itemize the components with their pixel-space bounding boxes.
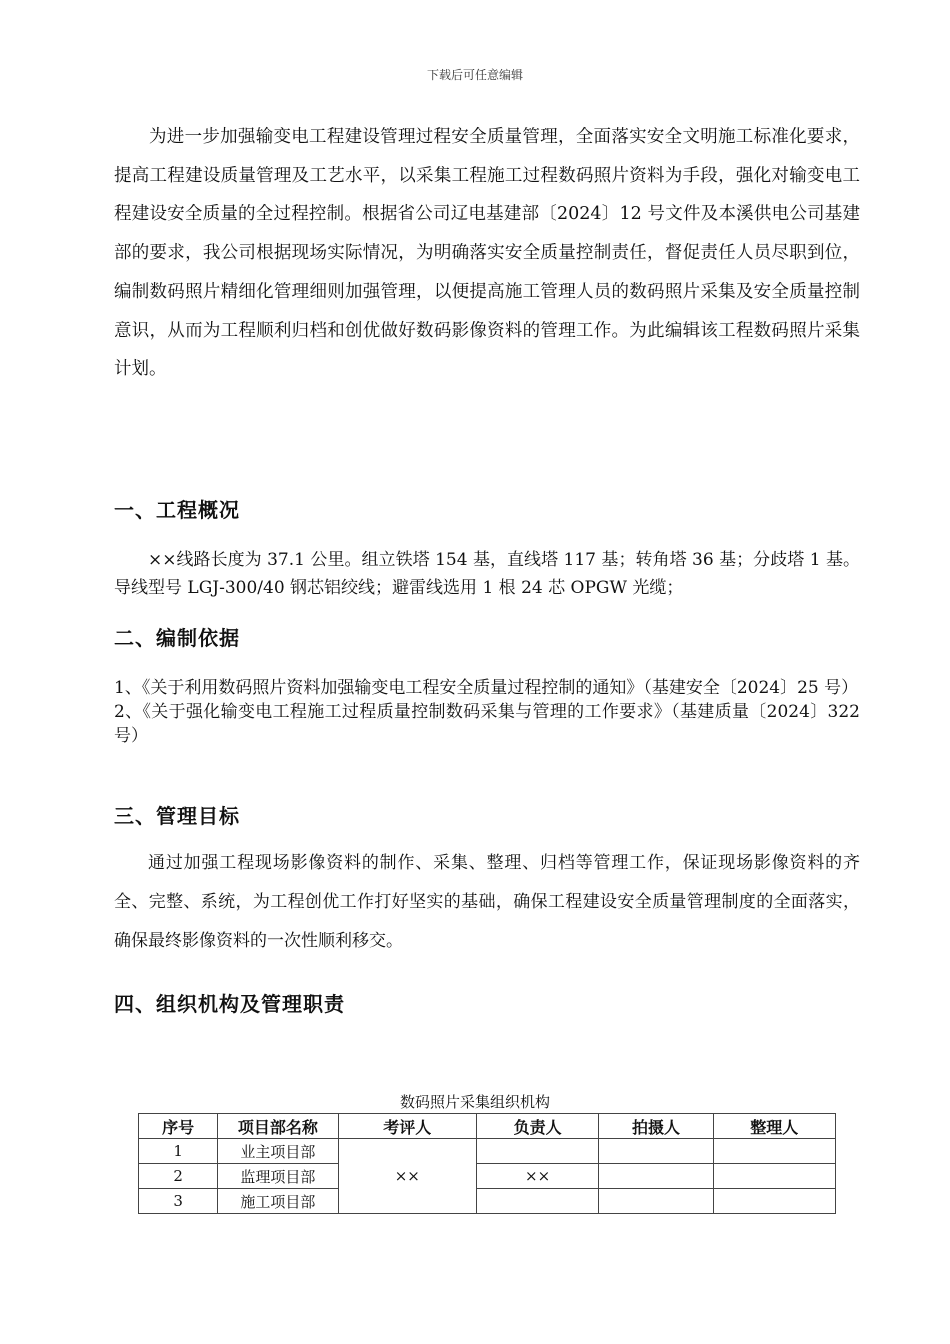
cell-dept: 监理项目部 — [218, 1164, 338, 1189]
cell-organizer — [713, 1139, 835, 1164]
page-header: 下载后可任意编辑 — [426, 68, 523, 82]
section-basis-body — [114, 676, 860, 748]
cell-photographer — [599, 1189, 713, 1214]
cell-photographer — [599, 1139, 713, 1164]
cell-dept: 施工项目部 — [218, 1189, 338, 1214]
header-photographer: 拍摄人 — [599, 1114, 713, 1139]
cell-no: 2 — [139, 1164, 218, 1189]
cell-organizer — [713, 1189, 835, 1214]
cell-no: 1 — [139, 1139, 218, 1164]
overview-text: ××线路长度为 37.1 公里。组立铁塔 154 基，直线塔 117 基；转角塔 36 基；分歧塔 1 基。导线型号 LGJ-300/40 钢芯铝绞线；避雷线选用 1 根 24 芯 OPGW 光缆； — [114, 550, 860, 598]
table-caption: 数码照片采集组织机构 — [399, 1093, 550, 1111]
cell-organizer — [713, 1164, 835, 1189]
section-overview-body — [114, 546, 860, 602]
cell-dept: 业主项目部 — [218, 1139, 338, 1164]
header-dept: 项目部名称 — [218, 1114, 338, 1139]
cell-leader-empty — [476, 1189, 598, 1214]
cell-leader-empty — [476, 1139, 598, 1164]
cell-photographer — [599, 1164, 713, 1189]
section-title-goals: 三、管理目标 — [114, 804, 240, 828]
table-row — [139, 1164, 836, 1189]
cell-no: 3 — [139, 1189, 218, 1214]
header-organizer: 整理人 — [713, 1114, 835, 1139]
header-leader: 负责人 — [476, 1114, 598, 1139]
basis-ref-1: 1、《关于利用数码照片资料加强输变电工程安全质量过程控制的通知》（基建安全〔2024〕25 号） — [114, 678, 859, 698]
section-title-overview: 一、工程概况 — [114, 498, 240, 522]
section-goals-body — [114, 844, 860, 961]
cell-evaluator: ×× — [338, 1139, 476, 1214]
section-title-organization: 四、组织机构及管理职责 — [114, 992, 345, 1016]
organization-table — [138, 1113, 836, 1214]
table-row — [139, 1189, 836, 1214]
header-no: 序号 — [139, 1114, 218, 1139]
table-row — [139, 1139, 836, 1164]
cell-leader: ×× — [476, 1164, 598, 1189]
header-evaluator: 考评人 — [338, 1114, 476, 1139]
intro-paragraph — [114, 118, 860, 389]
section-title-basis: 二、编制依据 — [114, 626, 240, 650]
goals-text: 通过加强工程现场影像资料的制作、采集、整理、归档等管理工作，保证现场影像资料的齐全、完整、系统，为工程创优工作打好坚实的基础，确保工程建设安全质量管理制度的全面落实，确保最终影像资料的一次性顺利移交。 — [114, 853, 860, 951]
table-header-row — [139, 1114, 836, 1139]
basis-ref-2: 2、《关于强化输变电工程施工过程质量控制数码采集与管理的工作要求》（基建质量〔2024〕322 号） — [114, 702, 860, 746]
intro-text: 为进一步加强输变电工程建设管理过程安全质量管理，全面落实安全文明施工标准化要求，提高工程建设质量管理及工艺水平，以采集工程施工过程数码照片资料为手段，强化对输变电工程建设安全质量的全过程控制。根据省公司辽电基建部〔2024〕12 号文件及本溪供电公司基建部的要求，我公司根据现场实际情况，为明确落实安全质量控制责任，督促责任人员尽职到位，编制数码照片精细化管理细则加强管理，以便提高施工管理人员的数码照片采集及安全质量控制意识，从而为工程顺利归档和创优做好数码影像资料的管理工作。为此编辑该工程数码照片采集计划。 — [114, 127, 860, 380]
